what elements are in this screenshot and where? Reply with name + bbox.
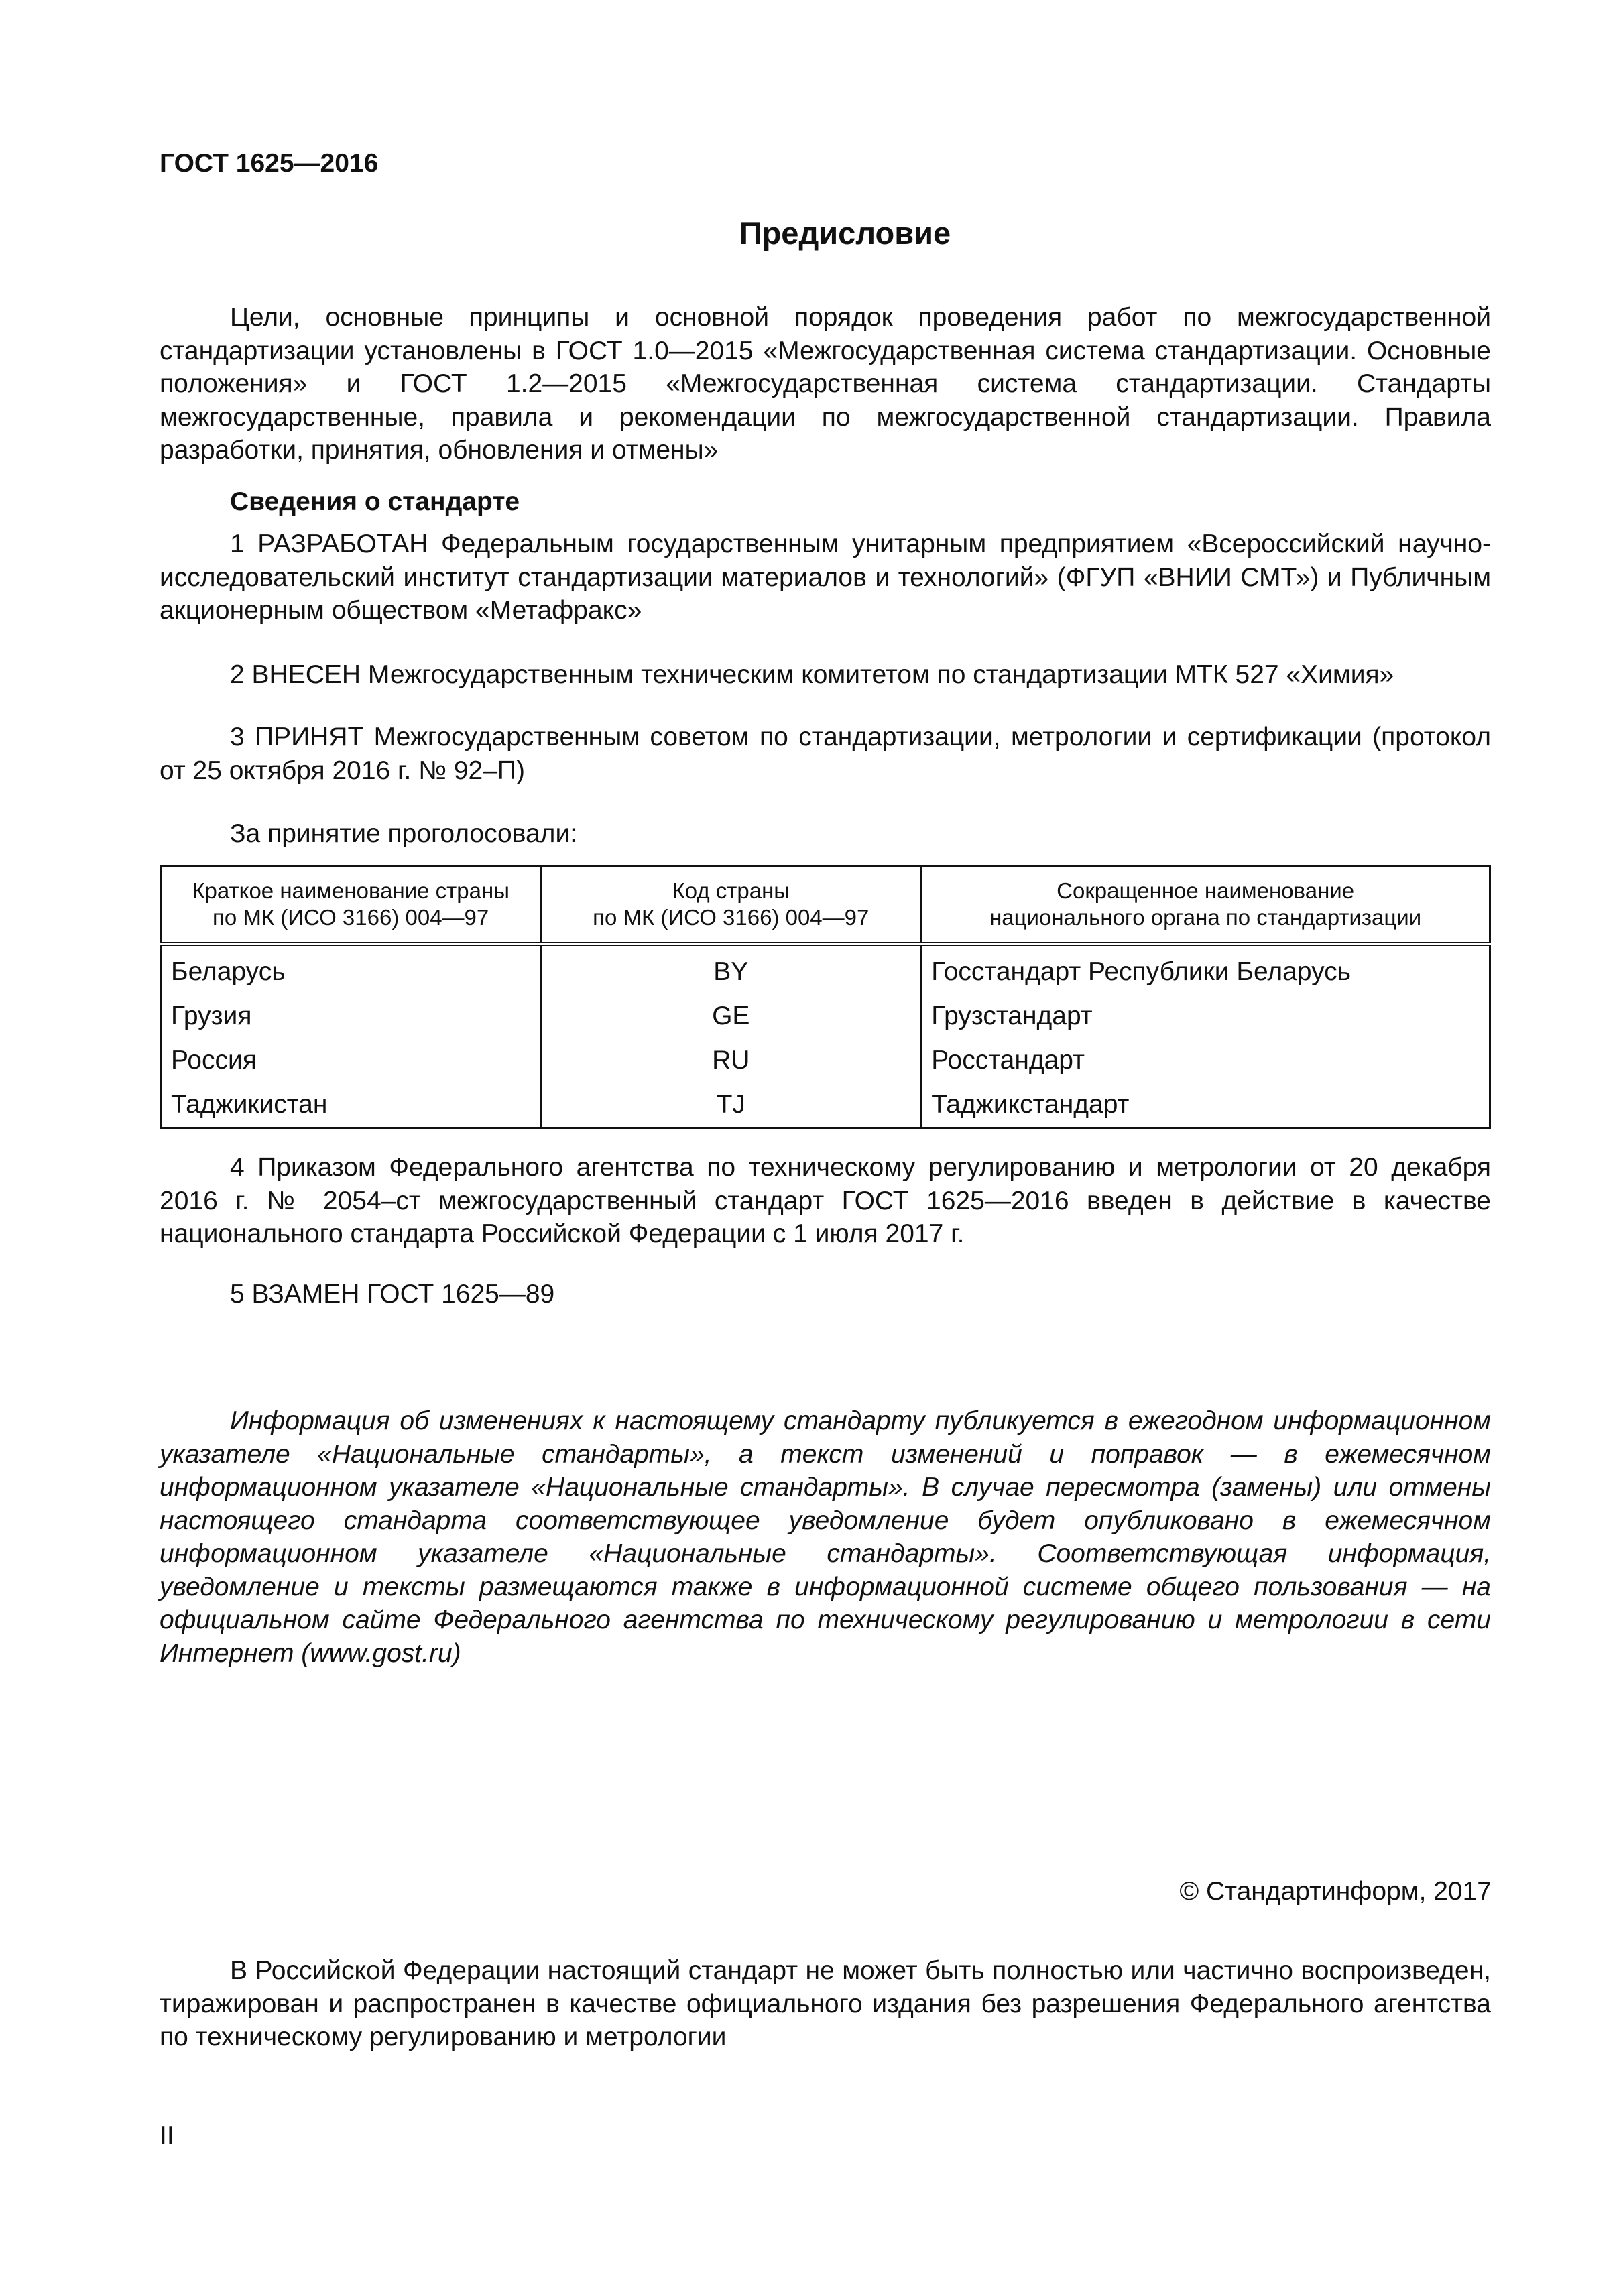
column-header-line: по МК (ИСО 3166) 004—97 — [593, 905, 869, 930]
column-header-line: Сокращенное наименование — [1057, 878, 1355, 903]
column-header-line: национального органа по стандартизации — [989, 905, 1422, 930]
column-header-line: по МК (ИСО 3166) 004—97 — [213, 905, 489, 930]
table-row — [161, 1038, 1490, 1083]
item-order: 4 Приказом Федерального агентства по техническому регулированию и метрологии от 20 декабря 2016 г. № 2054–ст межгосударственный стандарт ГОСТ 1625—2016 введен в действие в качестве национального стандарта Российской Федерации с 1 июля 2017 г. — [160, 1153, 1491, 1248]
table-row — [161, 994, 1490, 1038]
column-header-line: Краткое наименование страны — [192, 878, 509, 903]
column-header-country — [161, 866, 541, 945]
column-header-body — [921, 866, 1490, 945]
table-row — [161, 1083, 1490, 1128]
copyright: © Стандартинформ, 2017 — [1179, 1877, 1492, 1906]
cell-body: Госстандарт Республики Беларусь — [931, 957, 1351, 986]
voting-countries-table — [160, 865, 1491, 1129]
voted-label: За принятие проголосовали: — [230, 819, 578, 848]
item-developed: 1 РАЗРАБОТАН Федеральным государственным унитарным предприятием «Всероссийский научно-исследовательский институт стандартизации материалов и технологий» (ФГУП «ВНИИ СМТ») и Публичным акционерным обществом «Метафракс» — [160, 530, 1491, 625]
cell-country: Беларусь — [161, 944, 541, 994]
cell-code: BY — [541, 944, 921, 994]
standard-code: ГОСТ 1625—2016 — [160, 149, 379, 178]
table-row — [161, 944, 1490, 994]
item-introduced: 2 ВНЕСЕН Межгосударственным техническим комитетом по стандартизации МТК 527 «Химия» — [230, 660, 1394, 689]
cell-code: RU — [541, 1038, 921, 1083]
cell-code: GE — [541, 994, 921, 1038]
cell-country: Таджикистан — [161, 1083, 541, 1128]
column-header-line: Код страны — [672, 878, 790, 903]
item-adopted: 3 ПРИНЯТ Межгосударственным советом по стандартизации, метрологии и сертификации (протокол от 25 октября 2016 г. № 92–П) — [160, 723, 1491, 785]
page-number: II — [160, 2122, 174, 2151]
cell-body: Грузстандарт — [931, 1002, 1093, 1030]
section-heading: Сведения о стандарте — [230, 487, 520, 516]
item-replaces: 5 ВЗАМЕН ГОСТ 1625—89 — [230, 1280, 555, 1309]
cell-body: Росстандарт — [931, 1046, 1085, 1075]
cell-body: Таджикстандарт — [931, 1090, 1130, 1119]
table-header-row — [161, 866, 1490, 945]
reproduction-notice: В Российской Федерации настоящий стандарт не может быть полностью или частично воспроизведен, тиражирован и распространен в качестве официального издания без разрешения Федерального агентства по техническому регулированию и метрологии — [160, 1956, 1491, 2051]
intro-paragraph: Цели, основные принципы и основной порядок проведения работ по межгосударственной стандартизации установлены в ГОСТ 1.0—2015 «Межгосударственная система стандартизации. Основные положения» и ГОСТ 1.2—2015 «Межгосударственная система стандартизации. Стандарты межгосударственные, правила и рекомендации по межгосударственной стандартизации. Правила разработки, принятия, обновления и отмены» — [160, 303, 1491, 465]
info-notice: Информация об изменениях к настоящему стандарту публикуется в ежегодном информационном указателе «Национальные стандарты», а текст изменений и поправок — в ежемесячном информационном указателе «Национальные стандарты». В случае пересмотра (замены) или отмены настоящего стандарта соответствующее уведомление будет опубликовано в ежемесячном информационном указателе «Национальные стандарты». Соответствующая информация, уведомление и тексты размещаются также в информационной системе общего пользования — на официальном сайте Федерального агентства по техническому регулированию и метрологии в сети Интернет (www.gost.ru) — [160, 1406, 1491, 1668]
column-header-code — [541, 866, 921, 945]
page-title: Предисловие — [739, 215, 951, 251]
cell-country: Россия — [161, 1038, 541, 1083]
cell-code: TJ — [541, 1083, 921, 1128]
cell-country: Грузия — [161, 994, 541, 1038]
